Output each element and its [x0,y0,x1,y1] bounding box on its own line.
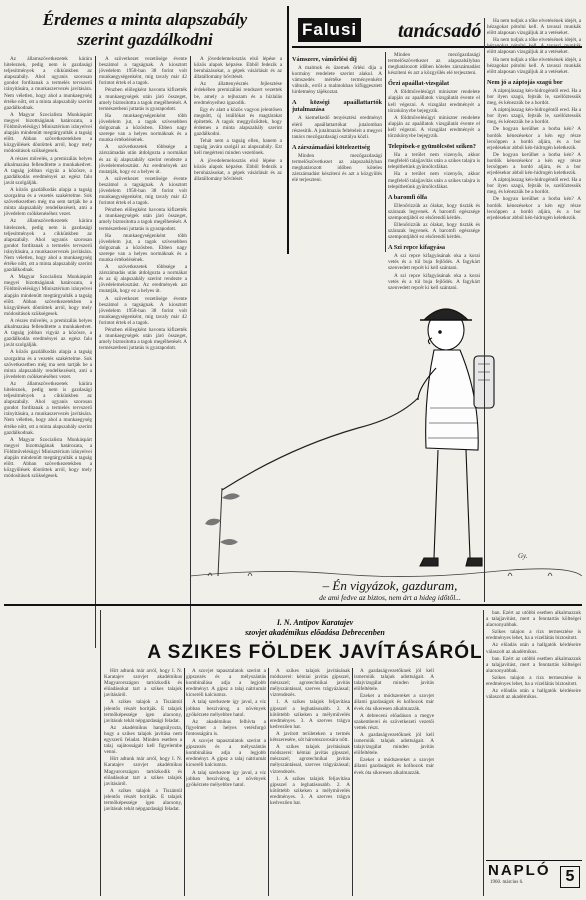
paragraph: A szovjet tapasztalatok szerint a gipszezés és a mélyszántás kombinálása adja a legjobb eredményt. A gipsz a talaj nátriumát kicseréli kalciumra. [186,668,266,699]
paragraph: A szikes talajok javításának módszerei: kémiai javítás gipsszel, mészszel; agrotechnikai javítás mélyszántással, szerves trágyázással; vízrendezés. [270,668,350,699]
paragraph: A szövetkezet vezetősége évente beszámol a tagságnak. A kiosztott jövedelem 1958-ban 38 forint volt munkaegységenként, míg tavaly már 42 forintot értek el a tagok. [99,295,187,326]
paragraph: Szikes talajon a rizs termesztése is eredményes lehet, ha a vízellátás biztosított. [486,674,581,688]
paragraph: A szi repce kifagyásának oka a korai vetés és a túl buja fejlődés. A fagykárt szenvedett repcét ki kell szántani. [388,253,480,272]
bottom-article-column-3 [270,668,350,896]
headline-line-1: Érdemes a minta alapszabály [42,10,248,29]
paragraph: A szikes talajok javításának módszerei: kémiai javítás gipsszel, mészszel; agrotechnikai javítás mélyszántással, szerves trágyázással; vízrendezés. [270,744,350,775]
paragraph: A jövedelemelosztás első lépése a közös alapok képzése. Ebből fedezik a beruházásokat, a gépek vásárlását és az állatállomány bővítését. [194,56,282,81]
paragraph: A szövetkezet vezetősége évente beszámol a tagságnak. A kiosztott jövedelem 1958-ban 38 forint volt munkaegységenként, míg tavaly már 42 forintot értek el a tagok. [99,56,187,87]
paragraph: A talaj szerkezete így javul, a víz jobban beszivárog, a növények gyökérzete mélyebbre hatol. [186,699,266,718]
falusi-left-column [292,52,382,252]
paragraph: Ha nem tudjuk a tőke elvetésének idejét, a hézagokat pótolni kell. A tavaszi munkák előtt alaposan vizsgáljuk át a vetéseket. [487,56,581,75]
paragraph: Ellenőrizzük az ólakat, hogy tiszták és szárazak legyenek. A baromfi egészsége szempontjából ez elsőrendű kérdés. [388,202,480,221]
paragraph: A földművelésügyi miniszter rendelete alapján az apaállatok vizsgálatát évente el kell végezni. A vizsgálat eredményét a törzskönyvbe bejegyzik. [388,114,480,140]
bottom-article-column-5 [486,610,581,856]
column-rule [483,610,484,896]
top-article-headline [4,10,286,50]
paragraph: A részes művelés, a premizálás helyes alkalmazása fellendítette a munkakedvet. A tagság jobban vigyáz a közösre, a gazdálkodás eredményei az egész falu javát szolgálják. [4,317,92,349]
paragraph: A szikes talajok a Tiszántúl jelentős részét borítják. E talajok termőképessége igen alacsony, javításuk tehát népgazdasági feladat. [104,787,182,813]
paragraph: Pénzben előlegként havonta kifizették a munkaegységek után járó összeget, amely biztosította a tagok megélhetését. A természetbeni juttatás is gyarapodott. [99,87,187,112]
paragraph: A részes művelés, a premizálás helyes alkalmazása fellendítette a munkakedvet. A tagság jobban vigyáz a közösre, a gazdálkodás eredményei az egész falu javát szolgálják. [4,155,92,186]
caption-line-2: de ami fedve az biztos, nem árt a hideg időtől... [319,593,461,602]
paragraph: A szövetkezetek többsége a zárszámadás után átdolgozta a normákat és az új alapszabály szerint rendezte a jövedelemelosztást. Az eredmények azt mutatják, hogy ez a helyes út. [99,144,187,175]
paragraph: A szikes talajok a Tiszántúl jelentős részét borítják. E talajok termőképessége igen alacsony, javításuk tehát népgazdasági feladat. [104,699,182,724]
bottom-article-column-4 [354,668,434,896]
paragraph: A záptojásszag kén-hidrogéntől ered. Ha a bor ilyen szagú, fejtsük le, szellőztessük meg, és kénezzük be a hordót. [487,87,581,107]
top-article-column-1 [4,56,92,648]
headline-line-2: szerint gazdálkodni [77,30,213,49]
top-article-column-3 [194,56,282,256]
paragraph: A szi repce kifagyásának oka a korai vetés és a túl buja fejlődés. A fagykárt szenvedett repcét ki kell szántani. [388,272,480,291]
paragraph: A szövetkezetek többsége a zárszámadás után átdolgozta a normákat és az új alapszabály szerint rendezte a jövedelemelosztást. Az eredmények azt mutatják, hogy ez a helyes út. [99,264,187,295]
kicker-line-1: I. N. Antipov Karatajev [276,618,354,627]
falusi-subhead: Őrzi apaállat-vizsgálat [388,80,450,88]
paragraph: Az államszövetkezetek kárára hiteleznek, pedig nem is gazdasági teljesítmények a cikkünkben az alapszabály. Ahol ugyanis szorosan gondot fordítanak a termelés tervszerű irányítására, a munkaszervezés javítására. Nem véletlen, hogy ahol a munkaegység értéke nőtt, ott a minta alapszabály szerint gazdálkodnak. [4,218,92,274]
falusi-subhead: Telepítsek-e gyümölcsöst sziken? [388,143,476,151]
paragraph: ban. Ezért az utóbbi esetben alkalmazzuk a talajjavítást, mert a fenntartás költségei alacsonyabbak. [486,655,581,674]
paragraph: Ellenőrizzük az ólakat, hogy tiszták és szárazak legyenek. A baromfi egészsége szempontjából ez elsőrendű kérdés. [388,221,480,241]
paragraph: De hogyan kerülhet a borba kén? A hordók kénezésekor a kén egy része lecsöppen a hordó aljára, és a bor erjedésekor abból kén-hidrogén keletkezik. [487,196,581,221]
falusi-subhead: Nem jó a záptojás szagú bor [487,78,563,86]
kicker-line-2: szovjet akadémikus előadása Debrecenben [245,628,385,637]
tanacsado-banner [398,20,481,43]
falusi-subhead: A zárszámadási kötelezettség [292,143,370,151]
paragraph: Ezeket a módszereket a szovjet állami gazdaságok és kolhozok már évek óta sikeresen alkalmazzák. [354,757,434,776]
paragraph: Ha munkaegységenként több jövedelem jut, a tagok szívesebben dolgoznak a közösben. Ebben nagy szerepe van a helyes normáknak és a munka értékelésének. [99,112,187,144]
falusi-banner [298,18,361,42]
top-article-column-2 [99,56,187,648]
column-rule [352,668,353,896]
paragraph: A gazdaságvezetőknek jól kell ismerniük talajuk adottságait. A talajvizsgálat minden javítás előfeltétele. [354,668,434,693]
paragraph: Ha nem tudjuk a tőke elvetésének idejét, a hézagokat pótolni kell. A tavaszi munkák előtt alaposan vizsgáljuk át a vetéseket. [487,18,581,37]
falusi-subhead: A községi apaállattartók jutalmazása [292,99,382,114]
paragraph: A földművelésügyi miniszter rendelete alapján az apaállatok vizsgálatát évente el kell végezni. A vizsgálat eredményét a törzskönyvbe bejegyzik. [388,89,480,114]
paragraph: Az előadás után a hallgatók kérdéseire válaszolt az akadémikus. [486,688,581,701]
paragraph: A záptojásszag kén-hidrogéntől ered. Ha a bor ilyen szagú, fejtsük le, szellőztessük meg, és kénezzük be a hordót. [487,177,581,196]
column-rule [184,668,185,896]
paragraph: Ezeket a módszereket a szovjet állami gazdaságok és kolhozok már évek óta sikeresen alkalmazzák. [354,693,434,712]
column-rule [385,52,386,252]
falusi-mid-column [388,52,480,602]
bottom-article-column-1 [104,668,182,896]
svg-text:Gy.: Gy. [518,552,528,560]
paragraph: A kiemelkedő tenyésztési eredményt elérő apaállattartókat jutalomban részesítik. A jutalmazás feltételeit a megyei tanács mezőgazdasági osztálya közli. [292,115,382,140]
paragraph: A jövedelemelosztás első lépése a közös alapok képzése. Ebből fedezik a beruházásokat, a gépek vásárlását és az állatállomány bővítését. [194,157,282,182]
paragraph: Pénzben előlegként havonta kifizették a munkaegységek után járó összeget, amely biztosította a tagok megélhetését. A természetbeni juttatás is gyarapodott. [99,327,187,352]
column-rule [268,668,269,896]
paragraph: A gazdaságvezetőknek jól kell ismerniük talajuk adottságait. A talajvizsgálat minden javítás előfeltétele. [354,731,434,757]
bottom-section-rule [4,604,582,606]
paragraph: A szovjet tapasztalatok szerint a gipszezés és a mélyszántás kombinálása adja a legjobb eredményt. A gipsz a talaj nátriumát kicseréli kalciumra. [186,738,266,769]
paragraph: A Magyar Szocialista Munkáspárt megyei bizottságának határozata, a Földművelésügyi Minisztérium irányelvei alapján mindenütt megtárgyalták a tagság előtt. Abban szövetkezetekben a közgyűlések döntöttek arról, hogy mely módosítások szükségesek. [4,436,92,480]
newspaper-nameplate: NAPLÓ [488,862,551,879]
paragraph: Ha a terület nem vizenyős, akkor megfelelő talajjavítás után a szikes talajra is telepíthetünk gyümölcsfákat. [388,171,480,190]
paragraph: A közös gazdálkodás alapja a tagság szorgalma és a vezetés szakértelme. Sok szövetkezetben még ma sem tartják be a minta alapszabály rendelkezéseit, ami a jövedelem csökkenéséhez vezet. [4,349,92,380]
paragraph: A talaj szerkezete így javul, a víz jobban beszivárog, a növények gyökérzete mélyebbre hatol. [186,769,266,788]
paragraph: De hogyan kerülhet a borba kén? A hordók kénezésekor a kén egy része lecsöppen a hordó aljára, és a bor erjedésekor abból kén-hidrogén keletkezik. [487,126,581,151]
paragraph: A szövetkezet vezetősége évente beszámol a tagságnak. A kiosztott jövedelem 1958-ban 38 forint volt munkaegységenként, míg tavaly már 42 forintot értek el a tagok. [99,175,187,207]
paragraph: Pénzben előlegként havonta kifizették a munkaegységek után járó összeget, amely biztosította a tagok megélhetését. A természetbeni juttatás is gyarapodott. [99,207,187,232]
bottom-article-kicker [160,618,470,638]
footer-rule [486,860,582,861]
paragraph: Szikes talajon a rizs termesztése is eredményes lehet, ha a vízellátás biztosított. [486,629,581,642]
paragraph: De hogyan kerülhet a borba kén? A hordók kénezésekor a kén egy része lecsöppen a hordó aljára, és a bor erjedésekor abból kén-hidrogén keletkezik. [487,151,581,177]
paragraph: A debreceni előadáson a megye szakemberei és szövetkezeti vezetői vettek részt. [354,712,434,731]
paragraph: Az előadás után a hallgatók kérdéseire válaszolt az akadémikus. [486,642,581,655]
page-number: 5 [560,866,580,888]
section-rule [287,6,289,254]
paragraph: Hírt adtunk már arról, hogy I. N. Karatajev szovjet akadémikus Magyarországon tartózkodik és előadásokat tart a szikes talajok javításáról. [104,668,182,699]
falusi-right-column [487,18,581,602]
paragraph: Minden mezőgazdasági termelőszövetkezet az alapszabályban meghatározott időben köteles zárszámadást készíteni és azt a közgyűlés elé terjeszteni. [388,52,480,77]
paragraph: 1. A szikes talajok feljavítása gipsszel a leghatásosabb. 2. A kötöttebb szikeken a mélyművelés eredményes. 3. A szerves trágya kedvezően hat. [270,775,350,806]
column-rule [484,18,485,602]
paragraph: Az akadémikus hangsúlyozta, hogy a szikes talajok javítása nem egyszerű feladat. Minden esetben a talaj sajátosságait kell figyelembe venni. [104,724,182,756]
paragraph: A Magyar Szocialista Munkáspárt megyei bizottságának határozata, a Földművelésügyi Minisztérium irányelvei alapján mindenütt megtárgyalták a tagság előtt. Abban szövetkezetekben a közgyűlések döntöttek arról, hogy mely módosítások szükségesek. [4,274,92,317]
paragraph: Egy év alatt a közös vagyon jelentősen megnőtt, új istállókat és magtárakat építettek. A tagok meggyőződtek, hogy érdemes a minta alapszabály szerint gazdálkodni. [194,106,282,138]
paragraph: Ha munkaegységenként több jövedelem jut, a tagok szívesebben dolgoznak a közösben. Ebben nagy szerepe van a helyes normáknak és a munka értékelésének. [99,232,187,263]
paragraph: A közös gazdálkodás alapja a tagság szorgalma és a vezetés szakértelme. Sok szövetkezetben még ma sem tartják be a minta alapszabály rendelkezéseit, ami a jövedelem csökkenéséhez vezet. [4,186,92,218]
paragraph: ban. Ezért az utóbbi esetben alkalmazzuk a talajjavítást, mert a fenntartás költségei alacsonyabbak. [486,610,581,629]
falusi-subhead: A Szi repce kifagyása [388,244,446,252]
footer-date: 1960. március 6. [490,880,524,885]
paragraph: A malmok és üzemek őrlési díja a kormány rendelete szerint alakul. A vámszedés mértéke terményenként változik, erről a malmokban kifüggesztett hirdetmény tájékoztat. [292,65,382,96]
paragraph: Minden mezőgazdasági termelőszövetkezet az alapszabályban meghatározott időben köteles zárszámadást készíteni és azt a közgyűlés elé terjeszteni. [292,152,382,184]
falusi-subhead: A baromfi ólfa [388,193,428,201]
paragraph: A Magyar Szocialista Munkáspárt megyei bizottságának határozata, a Földművelésügyi Minisztérium irányelvei alapján mindenütt megtárgyalták a tagság előtt. Abban szövetkezetekben a közgyűlések döntöttek arról, hogy mely módosítások szükségesek. [4,111,92,155]
paragraph: Az államszövetkezetek kárára hiteleznek, pedig nem is gazdasági teljesítmények a cikkünkben az alapszabály. Ahol ugyanis szorosan gondot fordítanak a termelés tervszerű irányítására, a munkaszervezés javítására. Nem véletlen, hogy ahol a munkaegység értéke nőtt, ott a minta alapszabály szerint gazdálkodnak. [4,380,92,436]
paragraph: A javított területeken a termés kétszeresére, sőt háromszorosára nőtt. [270,730,350,744]
falusi-subhead: Vámszere, vámőrlési díj [292,56,357,63]
paragraph: Az állattenyésztés fejlesztése érdekében premizálási rendszert vezettek be, amely a tejhozam és a hízlalás eredményeihez igazodik. [194,81,282,106]
paragraph: A záptojásszag kén-hidrogéntől ered. Ha a bor ilyen szagú, fejtsük le, szellőztessük meg, és kénezzük be a hordót. [487,107,581,126]
tanacsado-banner-text: tanácsadó [398,20,482,42]
column-rule [95,56,96,648]
paragraph: Az államszövetkezetek kárára hiteleznek, pedig nem is gazdasági teljesítmények a cikkünkben az alapszabály. Ahol ugyanis szorosan gondot fordítanak a termelés tervszerű irányítására, a munkaszervezés javítására. Nem véletlen, hogy ahol a munkaegység értéke nőtt, ott a minta alapszabály szerint gazdálkodnak. [4,56,92,111]
paragraph: 1. A szikes talajok feljavítása gipsszel a leghatásosabb. 2. A kötöttebb szikeken a mélyművelés eredményes. 3. A szerves trágya kedvezően hat. [270,699,350,730]
paragraph: Tehát nem a tagság ellen, hanem a tagság javára szolgál az alapszabály. Ezt kell megérteni minden vezetőnek. [194,138,282,157]
paragraph: Hírt adtunk már arról, hogy I. N. Karatajev szovjet akadémikus Magyarországon tartózkodik és előadásokat tart a szikes talajok javításáról. [104,756,182,787]
column-rule [100,610,101,896]
paragraph: Az akadémikus felhívta a figyelmet a helyes vetésforgó fontosságára is. [186,718,266,737]
falusi-banner-text: Falusi [302,20,358,39]
bottom-article-title: A SZIKES FÖLDEK JAVÍTÁSÁRÓL [147,642,483,663]
paragraph: Ha nem tudjuk a tőke elvetésének idejét, a hézagokat pótolni kell. A tavaszi munkák előtt alaposan vizsgáljuk át a vetéseket. [487,37,581,56]
paragraph: Ha a terület nem vizenyős, akkor megfelelő talajjavítás után a szikes talajra is telepíthetünk gyümölcsfákat. [388,152,480,171]
caption-line-1: – Én vigyázok, gazduram, [322,578,458,593]
bottom-article-column-2 [186,668,266,896]
